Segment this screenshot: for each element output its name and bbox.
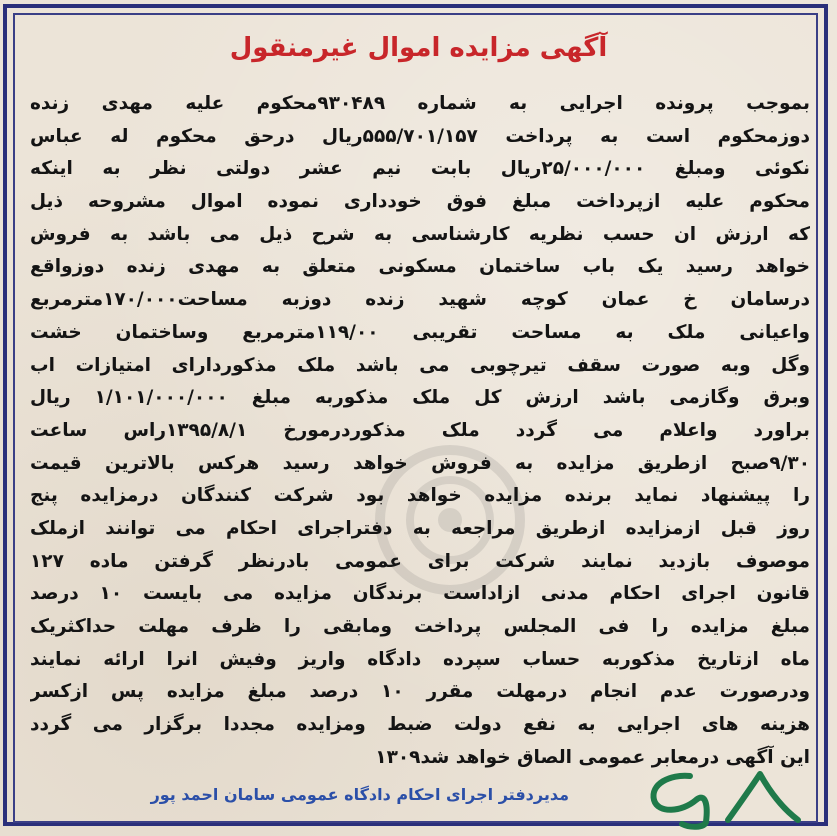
notice-line: نکوئی ومبلغ ۲۵/۰۰۰/۰۰۰ریال بابت نیم عشر دولتی نظر به اینکه [30, 158, 810, 180]
notice-line: خواهد رسید یک باب ساختمان مسکونی متعلق به مهدی زنده دوزواقع [30, 256, 810, 278]
notice-title: آگهی مزایده اموال غیرمنقول [229, 33, 608, 63]
signature-line: مدیردفتر اجرای احکام دادگاه عمومی سامان احمد پور [150, 785, 569, 804]
notice-line: بموجب پرونده اجرایی به شماره ۹۳۰۴۸۹محکوم علیه مهدی زنده [30, 93, 810, 114]
notice-line: موصوف بازدید نمایند شرکت برای عمومی بادرنظر گرفتن ماده ۱۲۷ [30, 550, 810, 572]
handwritten-number [610, 762, 810, 832]
notice-line: روز قبل ازمزایده ازطریق مراجعه به دفتراجرای احکام می توانند ازملک [30, 517, 810, 539]
notice-line: ماه ازتاریخ مذکوربه حساب سپرده دادگاه واریز وفیش انرا ارائه نمایند [30, 648, 810, 670]
notice-line: براورد واعلام می گردد ملک مذکوردرمورخ ۱۳۹۵/۸/۱راس ساعت [30, 419, 810, 441]
notice-body [30, 88, 810, 774]
notice-line: واعیانی ملک به مساحت تقریبی ۱۱۹/۰۰مترمربع وساختمان خشت [30, 321, 810, 343]
notice-line: هزینه های اجرایی به نفع دولت ضبط ومزایده مجددا برگزار می گردد [30, 714, 810, 736]
notice-line: دوزمحکوم است به پرداخت ۵۵۵/۷۰۱/۱۵۷ریال درحق محکوم له عباس [30, 125, 810, 147]
notice-line: وگل وبه صورت سقف تیرچوبی می باشد ملک مذکوردارای امتیازات اب [30, 354, 810, 376]
notice-line: قانون اجرای احکام مدنی ازاداست برندگان مزایده می بایست ۱۰ درصد [30, 583, 810, 605]
notice-line: ۹/۳۰صبح ازطریق مزایده به فروش خواهد رسید هرکس بالاترین قیمت [30, 452, 810, 474]
notice-line: ودرصورت عدم انجام درمهلت مقرر ۱۰ درصد مبلغ مزایده پس ازکسر [30, 681, 810, 703]
notice-line: درسامان خ عمان کوچه شهید زنده دوزبه مساحت۱۷۰/۰۰۰مترمربع [30, 289, 810, 311]
notice-line: که ارزش ان حسب نظریه کارشناسی به شرح ذیل می باشد به فروش [30, 223, 810, 245]
notice-line: محکوم علیه ازپرداخت مبلغ فوق خودداری نموده اموال مشروحه ذیل [30, 191, 810, 213]
notice-line: این آگهی درمعابر عمومی الصاق خواهد شد۱۳۰۹ [375, 746, 810, 768]
notice-line: را پیشنهاد نماید برنده مزایده خواهد بود شرکت کنندگان درمزایده پنج [30, 485, 810, 507]
notice-line: مبلغ مزایده را فی المجلس پرداخت ومابقی را ظرف مهلت حداکثریک [30, 616, 810, 637]
notice-line: وبرق وگازمی باشد ارزش کل ملک مذکوربه مبلغ ۱/۱۰۱/۰۰۰/۰۰۰ ریال [30, 387, 810, 409]
